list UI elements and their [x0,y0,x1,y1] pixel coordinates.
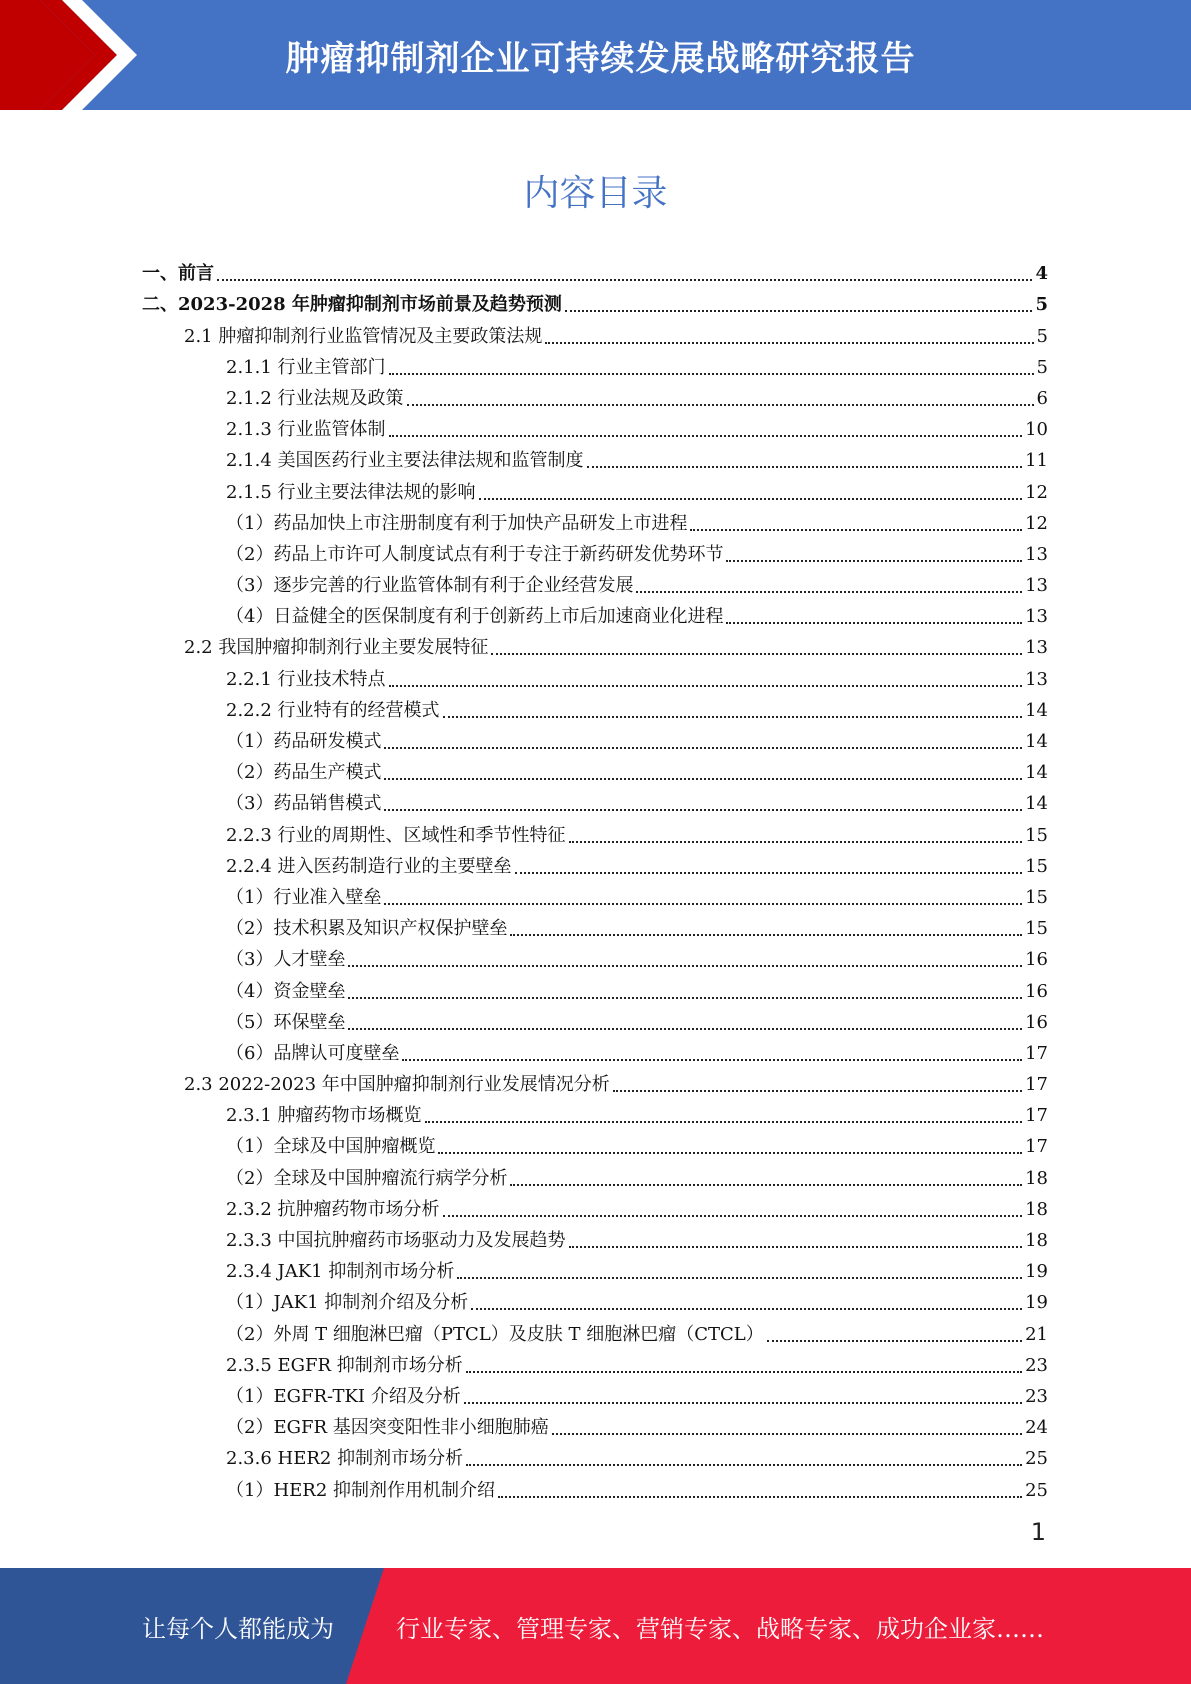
toc-entry[interactable] [142,1314,1048,1345]
toc-entry[interactable] [142,1439,1048,1470]
toc-entry-text: 2.3 2022-2023 年中国肿瘤抑制剂行业发展情况分析 [184,1074,610,1096]
page-header [0,0,1191,110]
toc-entry[interactable] [142,1190,1048,1221]
toc-entry[interactable] [142,1127,1048,1158]
toc-entry-page: 24 [1025,1417,1048,1439]
toc-entry[interactable] [142,628,1048,659]
toc-entry-text: 2.3.3 中国抗肿瘤药市场驱动力及发展趋势 [226,1230,566,1251]
toc-entry-text: 2.2.1 行业技术特点 [226,668,386,690]
toc-dot-leader [498,1496,1022,1498]
toc-dot-leader [443,1215,1023,1217]
toc-entry[interactable] [142,504,1048,535]
toc-entry-text: （1）药品加快上市注册制度有利于加快产品研发上市进程 [226,512,688,534]
toc-entry-page: 14 [1025,762,1048,784]
toc-entry-text: （5）环保壁垒 [226,1011,346,1033]
toc-entry-page: 13 [1025,668,1048,690]
toc-entry-text: （3）人才壁垒 [226,949,346,971]
toc-entry-text: （6）品牌认可度壁垒 [226,1042,400,1064]
toc-dot-leader [348,1028,1022,1030]
toc-entry[interactable] [142,285,1048,316]
toc-dot-leader [438,1152,1022,1154]
toc-dot-leader [407,404,1034,406]
toc-entry[interactable] [142,1377,1048,1408]
toc-entry-text: （1）全球及中国肿瘤概览 [226,1136,436,1158]
toc-entry-text: 2.3.2 抗肿瘤药物市场分析 [226,1198,440,1220]
toc-entry-text: （3）药品销售模式 [226,793,382,815]
toc-entry-page: 15 [1025,855,1048,877]
toc-entry-text: 2.1.2 行业法规及政策 [226,387,404,409]
toc-entry-page: 14 [1025,793,1048,815]
toc-dot-leader [552,1433,1022,1435]
toc-dot-leader [466,1371,1022,1373]
toc-dot-leader [636,591,1022,593]
toc-entry-text: 二、2023-2028 年肿瘤抑制剂市场前景及趋势预测 [142,294,562,316]
toc-entry-text: 2.1.1 行业主管部门 [226,356,386,378]
toc-dot-leader [569,841,1023,843]
toc-dot-leader [384,809,1022,811]
toc-title: 内容目录 [523,173,668,214]
toc-entry[interactable] [142,909,1048,940]
toc-dot-leader [515,872,1023,874]
toc-dot-leader [384,903,1022,905]
toc-entry-text: （2）药品生产模式 [226,762,382,784]
toc-entry[interactable] [142,597,1048,628]
toc-entry-page: 13 [1025,575,1048,597]
toc-dot-leader [510,934,1022,936]
toc-entry-page: 13 [1025,637,1048,659]
toc-entry-text: （4）资金壁垒 [226,980,346,1002]
toc-entry-text: 2.2.2 行业特有的经营模式 [226,699,440,721]
toc-dot-leader [471,1308,1022,1310]
toc-entry-text: 2.2.3 行业的周期性、区域性和季节性特征 [226,824,566,846]
toc-entry[interactable] [142,940,1048,971]
toc-entry-page: 17 [1025,1105,1048,1127]
toc-entry[interactable] [142,1096,1048,1127]
toc-dot-leader [389,373,1034,375]
toc-entry[interactable] [142,1346,1048,1377]
toc-entry[interactable] [142,348,1048,379]
toc-entry-text: （4）日益健全的医保制度有利于创新药上市后加速商业化进程 [226,606,724,628]
toc-entry[interactable] [142,1065,1048,1096]
toc-entry-page: 4 [1035,263,1048,285]
toc-dot-leader [425,1121,1023,1123]
toc-entry-text: 2.3.1 肿瘤药物市场概览 [226,1105,422,1127]
toc-entry[interactable] [142,316,1048,347]
toc-entry[interactable] [142,1003,1048,1034]
toc-entry-page: 13 [1025,543,1048,565]
toc-dot-leader [479,498,1023,500]
toc-entry-text: （2）全球及中国肿瘤流行病学分析 [226,1167,508,1189]
table-of-contents [142,254,1048,1502]
toc-dot-leader [348,965,1022,967]
toc-entry[interactable] [142,971,1048,1002]
toc-entry[interactable] [142,1408,1048,1439]
toc-entry-page: 14 [1025,699,1048,721]
toc-entry-page: 15 [1025,824,1048,846]
toc-entry-text: 2.1.5 行业主要法律法规的影响 [226,481,476,503]
header-arrow-decoration [0,0,160,110]
toc-dot-leader [565,310,1033,312]
toc-dot-leader [613,1090,1022,1092]
toc-entry-text: （1）HER2 抑制剂作用机制介绍 [226,1479,496,1501]
toc-entry-page: 16 [1025,949,1048,971]
toc-entry-text: （1）JAK1 抑制剂介绍及分析 [226,1292,469,1314]
toc-entry-page: 17 [1025,1136,1048,1158]
toc-entry-page: 14 [1025,731,1048,752]
toc-entry-text: （1）EGFR-TKI 介绍及分析 [226,1385,461,1407]
toc-dot-leader [389,435,1023,437]
toc-entry[interactable] [142,784,1048,815]
toc-dot-leader [402,1059,1022,1061]
toc-entry-page: 17 [1025,1042,1048,1064]
toc-entry-text: 2.2 我国肿瘤抑制剂行业主要发展特征 [184,637,489,659]
toc-entry-text: （2）EGFR 基因突变阳性非小细胞肺癌 [226,1417,549,1439]
toc-entry-page: 25 [1025,1479,1048,1501]
toc-entry-text: 2.3.6 HER2 抑制剂市场分析 [226,1448,464,1470]
toc-entry[interactable] [142,847,1048,878]
toc-entry-page: 18 [1025,1198,1048,1220]
toc-entry-text: （1）行业准入壁垒 [226,886,382,908]
toc-entry-page: 5 [1036,325,1048,347]
toc-entry-text: 2.2.4 进入医药制造行业的主要壁垒 [226,855,512,877]
toc-entry[interactable] [142,659,1048,690]
toc-entry[interactable] [142,472,1048,503]
toc-entry-page: 18 [1025,1167,1048,1189]
toc-entry[interactable] [142,535,1048,566]
toc-dot-leader [491,653,1022,655]
toc-entry-page: 15 [1025,918,1048,940]
toc-dot-leader [767,1340,1022,1342]
toc-dot-leader [348,997,1022,999]
toc-entry-text: 2.3.4 JAK1 抑制剂市场分析 [226,1261,455,1283]
toc-entry[interactable] [142,878,1048,909]
toc-entry-page: 5 [1036,356,1048,378]
page-number: 1 [1030,1518,1046,1546]
toc-entry-page: 17 [1025,1074,1048,1096]
toc-entry-page: 23 [1025,1385,1048,1407]
toc-entry-page: 25 [1025,1448,1048,1470]
toc-entry-page: 16 [1025,1011,1048,1033]
toc-entry-page: 21 [1025,1323,1048,1345]
toc-entry-page: 23 [1025,1354,1048,1376]
toc-dot-leader [690,529,1022,531]
toc-dot-leader [545,342,1033,344]
toc-entry-page: 10 [1025,419,1048,441]
toc-entry[interactable] [142,691,1048,722]
toc-entry[interactable] [142,722,1048,753]
toc-dot-leader [443,716,1023,718]
toc-dot-leader [457,1277,1022,1279]
toc-entry[interactable] [142,1283,1048,1314]
toc-entry-page: 11 [1025,450,1048,472]
toc-dot-leader [466,1464,1022,1466]
page-footer [0,1568,1191,1684]
toc-entry-page: 12 [1025,512,1048,534]
toc-entry-page: 5 [1035,294,1048,316]
toc-entry[interactable] [142,815,1048,846]
toc-entry[interactable] [142,254,1048,285]
report-title: 肿瘤抑制剂企业可持续发展战略研究报告 [285,38,916,79]
toc-entry-text: 一、前言 [142,263,214,285]
toc-dot-leader [726,622,1022,624]
toc-entry[interactable] [142,1470,1048,1501]
toc-entry-text: （2）技术积累及知识产权保护壁垒 [226,918,508,940]
toc-entry-page: 16 [1025,980,1048,1002]
toc-entry[interactable] [142,1221,1048,1252]
toc-entry-text: 2.1.3 行业监管体制 [226,419,386,441]
toc-entry-page: 19 [1025,1261,1048,1283]
toc-dot-leader [569,1246,1023,1248]
toc-dot-leader [384,747,1022,749]
toc-entry-page: 15 [1025,886,1048,908]
footer-slogan-right: 行业专家、管理专家、营销专家、战略专家、成功企业家…… [396,1614,1044,1643]
toc-entry-text: （1）药品研发模式 [226,731,382,752]
toc-entry[interactable] [142,1158,1048,1189]
toc-dot-leader [389,685,1023,687]
toc-dot-leader [464,1402,1022,1404]
toc-dot-leader [587,466,1023,468]
toc-entry-page: 19 [1025,1292,1048,1314]
toc-entry-text: 2.1 肿瘤抑制剂行业监管情况及主要政策法规 [184,325,543,347]
toc-entry[interactable] [142,1034,1048,1065]
toc-entry-text: 2.1.4 美国医药行业主要法律法规和监管制度 [226,450,584,472]
toc-entry-page: 6 [1036,387,1048,409]
toc-entry-text: （2）外周 T 细胞淋巴瘤（PTCL）及皮肤 T 细胞淋巴瘤（CTCL） [226,1323,764,1345]
toc-entry-page: 18 [1025,1230,1048,1251]
toc-entry-page: 12 [1025,481,1048,503]
toc-entry-page: 13 [1025,606,1048,628]
toc-entry-text: （2）药品上市许可人制度试点有利于专注于新药研发优势环节 [226,543,724,565]
toc-entry[interactable] [142,566,1048,597]
toc-entry[interactable] [142,441,1048,472]
toc-entry[interactable] [142,1252,1048,1283]
toc-entry-text: 2.3.5 EGFR 抑制剂市场分析 [226,1354,463,1376]
toc-dot-leader [510,1184,1022,1186]
toc-dot-leader [726,560,1022,562]
toc-entry-text: （3）逐步完善的行业监管体制有利于企业经营发展 [226,575,634,597]
toc-dot-leader [217,279,1032,281]
toc-entry[interactable] [142,379,1048,410]
toc-entry[interactable] [142,410,1048,441]
footer-slogan-left: 让每个人都能成为 [142,1614,334,1643]
toc-entry[interactable] [142,753,1048,784]
toc-dot-leader [384,778,1022,780]
